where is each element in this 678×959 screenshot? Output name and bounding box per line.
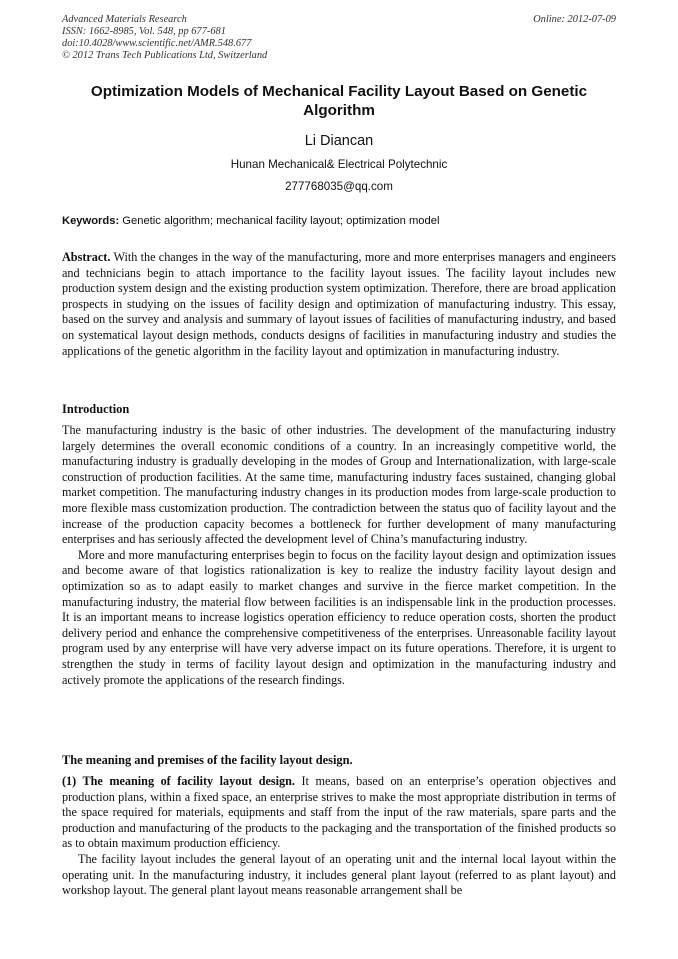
meaning-paragraph-lead: (1) The meaning of facility layout design. [62,774,295,788]
keywords-label: Keywords: [62,215,120,227]
online-date: Online: 2012-07-09 [533,14,616,25]
doi-line: doi:10.4028/www.scientific.net/AMR.548.677 [62,38,252,49]
abstract-text: With the changes in the way of the manufacturing, more and more enterprises managers and engineers and technicians begin to attach importance to the facility layout issues. The facility layout includes new production system design and the existing production system optimization. Therefore, there are broad application prospects in studying on the issues of facility design and optimization of manufacturing industry. This essay, based on the survey and analysis and summary of layout issues of facilities of manufacturing industry, and based on systematical layout design methods, conducts designs of facilities in manufacturing industry and studies the applications of the genetic algorithm in the facility layout and optimization in manufacturing industry. [62,250,616,358]
keywords [62,214,616,229]
introduction-heading: Introduction [62,402,130,416]
paper-title: Optimization Models of Mechanical Facility Layout Based on Genetic Algorithm [90,83,588,119]
meaning-paragraph-1-text: It means, based on an enterprise’s operation objectives and production plans, within a fixed space, an enterprise strives to make the most appropriate distribution in terms of the space required for materials, equipments and staff from the input of the raw materials, spare parts and the production and manufacturing of the products to the packaging and the transportation of the finished products so as to obtain maximum production efficiency. [62,774,616,851]
keywords-text: Genetic algorithm; mechanical facility layout; optimization model [119,215,440,227]
author-email: 277768035@qq.com [285,180,393,193]
author-affiliation: Hunan Mechanical& Electrical Polytechnic [230,158,448,171]
meaning-paragraph-2: The facility layout includes the general layout of an operating unit and the internal local layout within the operating unit. In the manufacturing industry, it includes general plant layout (referred to as plant layout) and workshop layout. The general plant layout means reasonable arrangement shall be [62,851,616,898]
introduction-paragraph-1: The manufacturing industry is the basic of other industries. The development of the manufacturing industry largely determines the overall economic conditions of a country. In an increasingly competitive world, the manufacturing industry is gradually developing in the modes of Group and Internationalization, with large-scale construction of production facilities. At the same time, manufacturing industry faces sustained, changing global market competition. The manufacturing industry changes in its production modes from large-scale production to more flexible mass customization production. The contradiction between the status quo of facility layout and the increase of the production capacity becomes a bottleneck for further development of many manufacturing enterprises and has seriously affected the development level of China’s manufacturing industry. [62,423,616,547]
meaning-body [62,774,616,899]
journal-header [62,14,616,62]
issn-line: ISSN: 1662-8985, Vol. 548, pp 677-681 [62,26,226,37]
introduction-body [62,423,616,688]
journal-name: Advanced Materials Research [62,14,187,25]
meaning-heading: The meaning and premises of the facility layout design. [62,753,353,767]
author-name: Li Diancan [304,133,374,149]
copyright-line: © 2012 Trans Tech Publications Ltd, Switzerland [62,50,268,61]
meaning-paragraph-1 [62,774,616,852]
introduction-paragraph-2: More and more manufacturing enterprises begin to focus on the facility layout design and optimization issues and become aware of that logistics rationalization is key to realize the industry facility layout design and optimization so as to adapt easily to market changes and survive in the fierce market competition. In the manufacturing industry, the material flow between facilities is an indispensable link in the production processes. It is an important means to increase logistics operation efficiency to reduce operation costs, shorten the product delivery period and enhance the comprehensive competitiveness of the enterprises. Unreasonable facility layout program used by any enterprise will have very adverse impact on its future operations. Therefore, it is urgent to strengthen the study in terms of facility layout design and optimization in the manufacturing industry and actively promote the applications of the research findings. [62,547,616,687]
abstract [62,250,616,359]
abstract-label: Abstract. [62,250,111,264]
